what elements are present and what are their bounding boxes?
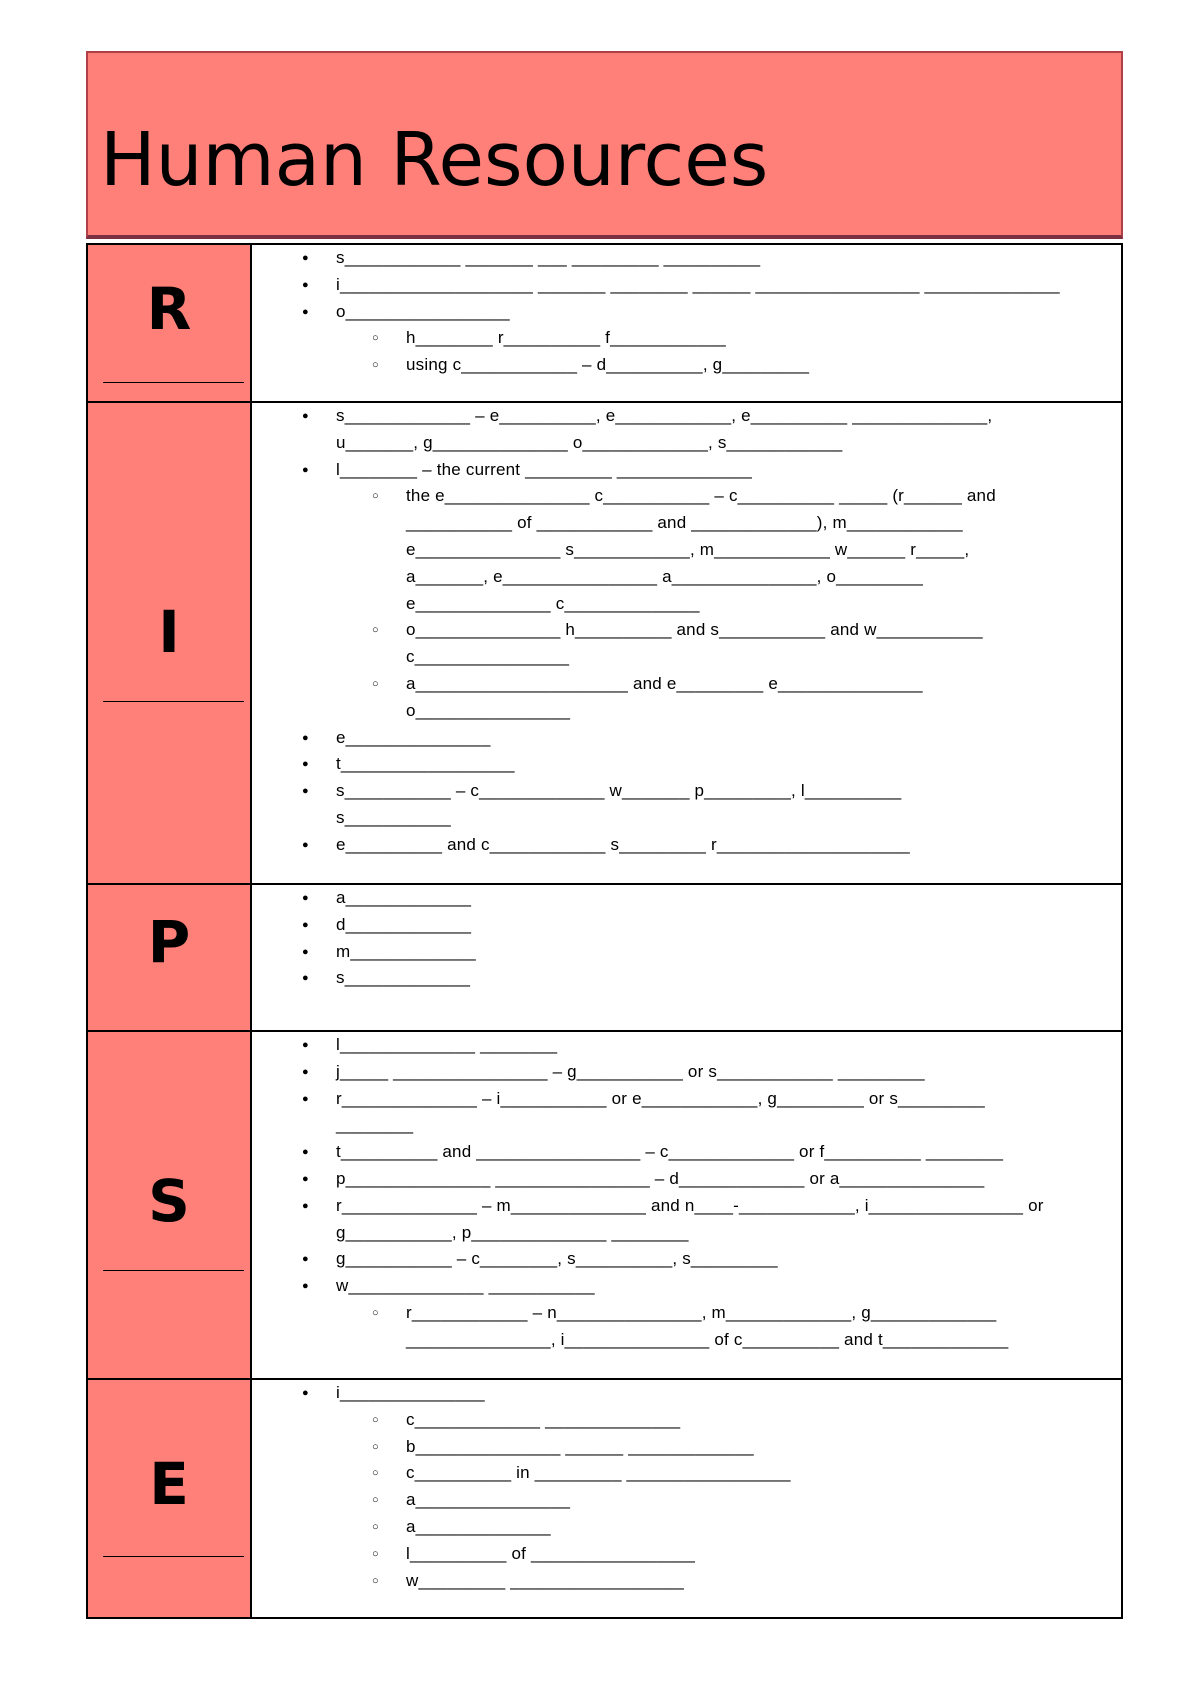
fill-in-text[interactable]: ● j_____ ________________ – g___________ or s____________ _________ [336,1061,925,1081]
letter-answer-blank[interactable] [103,701,244,702]
section-row-e [87,1379,1122,1618]
bullet-item [302,912,1121,939]
fill-in-text[interactable]: ○ using c____________ – d__________, g_________ [406,355,810,375]
sub-bullet-item [372,1487,1121,1514]
section-letter: R [146,275,192,343]
section-letter-cell [87,402,251,884]
fill-in-text[interactable]: ● t__________________ [336,754,515,774]
section-letter: E [149,1450,189,1518]
fill-in-text[interactable]: ● s_____________ [336,968,471,988]
section-content-cell [251,1379,1122,1618]
sub-bullet-item [372,1541,1121,1568]
bullet-list [252,1380,1121,1594]
sub-bullet-item [372,1514,1121,1541]
bullet-item [302,885,1121,912]
section-letter: I [158,598,180,666]
title-banner [86,51,1123,239]
bullet-list [252,885,1121,992]
bullet-item [302,1380,1121,1594]
sub-bullet-item [372,1434,1121,1461]
fill-in-text[interactable]: ● i_______________ [336,1383,485,1402]
sub-bullet-list [336,1407,1121,1595]
fill-in-text[interactable]: ● g___________ – c________, s__________, s_________ [336,1249,778,1269]
section-letter-cell [87,244,251,402]
fill-in-text[interactable]: ○ o_______________ h__________ and s___________ and w___________ c________________ [406,620,983,667]
fill-in-text[interactable]: ● s_____________ – e__________, e____________, e__________ ______________, u_______, g______________ o_____________, s____________ [336,406,993,452]
letter-answer-blank[interactable] [103,1270,244,1271]
section-content-cell [251,244,1122,402]
bullet-item [302,832,1121,859]
bullet-item [302,457,1121,725]
section-content-cell [251,884,1122,1031]
bullet-item [302,1166,1121,1193]
fill-in-text[interactable]: ○ a________________ [406,1490,571,1510]
fill-in-text[interactable]: ○ the e_______________ c___________ – c__________ _____ (r______ and ___________ of ____________ and _____________), m____________ e_______________ s____________, m____________ w______ r_____, a_______, e________________ a_______________, o_________ e______________ c______________ [406,486,996,613]
fill-in-text[interactable]: ● l______________ ________ [336,1035,558,1054]
section-letter-cell [87,884,251,1031]
fill-in-text[interactable]: ● r______________ – m______________ and n____-____________, i________________ or g___________, p______________ ________ [336,1195,1044,1242]
fill-in-text[interactable]: ○ w_________ __________________ [406,1570,685,1590]
section-letter-cell [87,1379,251,1618]
bullet-item [302,751,1121,778]
bullet-list [252,245,1121,379]
fill-in-text[interactable]: ● d_____________ [336,914,472,934]
fill-in-text[interactable]: ● e_______________ [336,727,491,747]
fill-in-text[interactable]: ● o_________________ [336,301,510,321]
section-letter: P [147,908,191,976]
fill-in-text[interactable]: ● s___________ – c_____________ w_______ p_________, l__________ s___________ [336,781,902,827]
fill-in-text[interactable]: ● p_______________ ________________ – d_____________ or a_______________ [336,1168,985,1188]
sub-bullet-list [336,1300,1121,1354]
sub-bullet-item [372,352,1121,379]
bullet-item [302,1086,1121,1140]
bullet-item [302,725,1121,752]
section-content-cell [251,402,1122,884]
fill-in-text[interactable]: ○ l__________ of _________________ [406,1543,696,1563]
bullet-item [302,1193,1121,1247]
fill-in-text[interactable]: ● r______________ – i___________ or e____________, g_________ or s_________ ________ [336,1088,985,1135]
fill-in-text[interactable]: ● i____________________ _______ ________ ______ _________________ ______________ [336,274,1060,294]
bullet-item [302,939,1121,966]
rips-table [86,243,1123,1619]
bullet-item [302,403,1121,457]
bullet-item [302,1032,1121,1059]
section-content-cell [251,1031,1122,1379]
bullet-item [302,778,1121,832]
section-row-s [87,1031,1122,1379]
bullet-list [252,403,1121,859]
fill-in-text[interactable]: ○ b_______________ ______ _____________ [406,1436,754,1456]
sub-bullet-item [372,671,1121,725]
fill-in-text[interactable]: ● s____________ _______ ___ _________ __________ [336,248,761,267]
sub-bullet-item [372,1568,1121,1595]
bullet-item [302,1059,1121,1086]
page-title: Human Resources [100,117,769,203]
section-letter: S [148,1167,190,1235]
fill-in-text[interactable]: ○ c_____________ ______________ [406,1409,681,1429]
fill-in-text[interactable]: ● e__________ and c____________ s_________ r____________________ [336,834,910,854]
section-letter-cell [87,1031,251,1379]
section-row-i [87,402,1122,884]
sub-bullet-item [372,1407,1121,1434]
bullet-item [302,965,1121,992]
sub-bullet-list [336,325,1121,379]
sub-bullet-list [336,483,1121,724]
fill-in-text[interactable]: ● a_____________ [336,888,472,907]
letter-answer-blank[interactable] [103,1556,244,1557]
sub-bullet-item [372,325,1121,352]
sub-bullet-item [372,617,1121,671]
fill-in-text[interactable]: ● l________ – the current _________ ______________ [336,459,753,479]
sub-bullet-item [372,1300,1121,1354]
bullet-item [302,1139,1121,1166]
bullet-item [302,245,1121,272]
section-row-p [87,884,1122,1031]
bullet-list [252,1032,1121,1354]
fill-in-text[interactable]: ● w______________ ___________ [336,1276,595,1296]
fill-in-text[interactable]: ○ h________ r__________ f____________ [406,328,726,348]
section-row-r [87,244,1122,402]
fill-in-text[interactable]: ● t__________ and _________________ – c_____________ or f__________ ________ [336,1142,1004,1162]
sub-bullet-item [372,1460,1121,1487]
bullet-item [302,1273,1121,1353]
fill-in-text[interactable]: ○ c__________ in _________ _________________ [406,1463,791,1483]
fill-in-text[interactable]: ● m_____________ [336,941,476,961]
fill-in-text[interactable]: ○ a______________ [406,1516,551,1536]
bullet-item [302,299,1121,379]
bullet-item [302,272,1121,299]
fill-in-text[interactable]: ○ r____________ – n_______________, m_____________, g_____________ _______________, i_______________ of c__________ and t_____________ [406,1302,1009,1349]
letter-answer-blank[interactable] [103,382,244,383]
fill-in-text[interactable]: ○ a______________________ and e_________ e_______________ o________________ [406,673,923,720]
bullet-item [302,1246,1121,1273]
sub-bullet-item [372,483,1121,617]
worksheet [86,51,1123,1619]
